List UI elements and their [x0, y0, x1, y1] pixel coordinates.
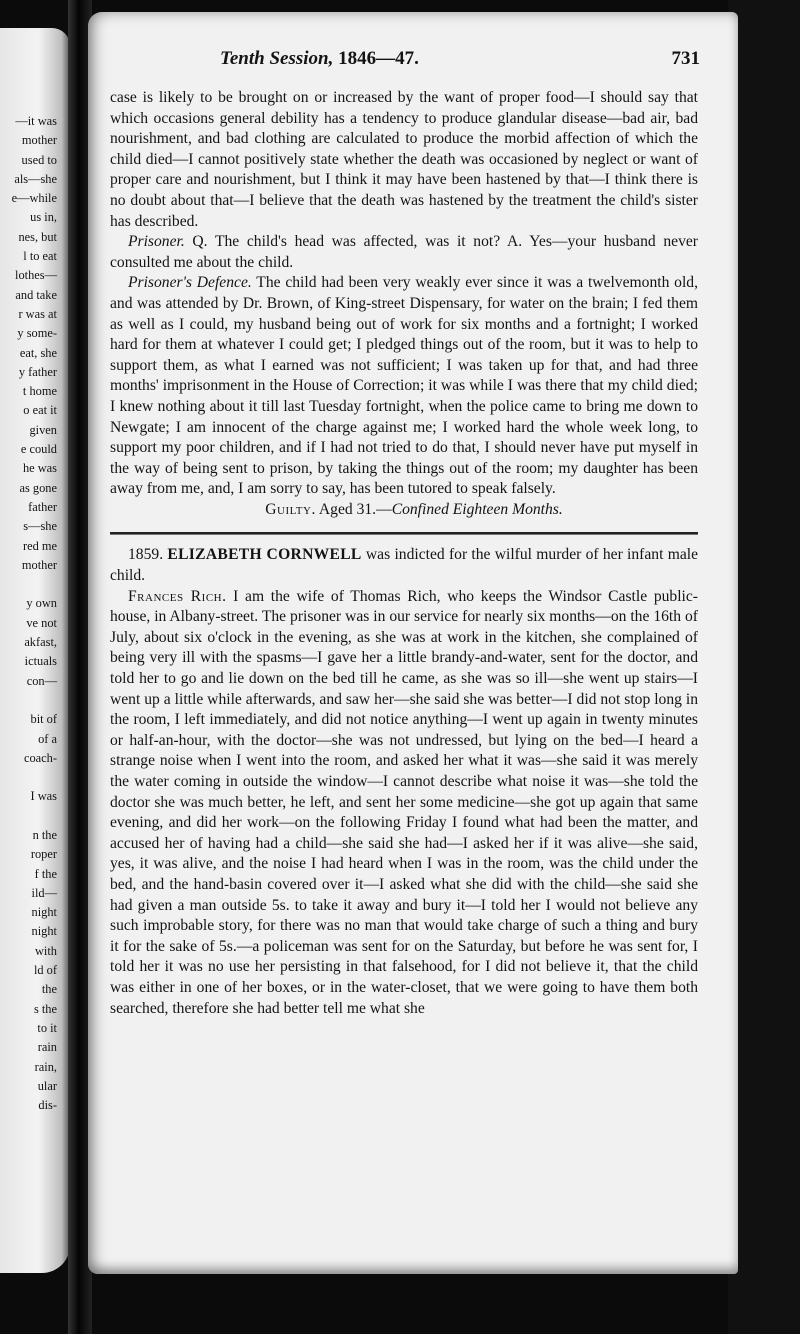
facing-page-line: y own: [26, 596, 57, 611]
facing-page-line: coach-: [23, 750, 57, 765]
facing-page-line: night: [31, 924, 57, 939]
defendant-name: ELIZABETH CORNWELL: [167, 546, 362, 564]
facing-page-line: ld of: [33, 963, 57, 978]
facing-page-line: r was at: [18, 306, 57, 321]
verdict-age: Aged 31.—: [315, 500, 392, 518]
facing-page-line: y some-: [17, 326, 57, 341]
facing-page-line: red me: [22, 538, 57, 553]
case-divider: [110, 532, 698, 535]
defence-text: The child had been very weakly ever since it was a twelvemonth old, and was attended by Dr. Brown, of King-street Dispensary, for water on the brain; I fed them as well as I could, my husband being out of work for six months and a fortnight; I worked hard for them at whatever I could get; I pledged things out of the room, but it was to help to support them, as what I earned was not sufficient; I was taken up for that, and had three months' imprisonment in the House of Correction; it was while I was there that my child died; I knew nothing about it till last Tuesday fortnight, when the police came to bring me down to Newgate; I am innocent of the charge against me; I worked hard the whole week long, to support my poor children, and if I had not tried to do that, I should never have put myself in the way of being sent to prison, by taking the things out of the room; my daughter has been away from me, and, I am sorry to say, has been tutored to speak falsely.: [110, 274, 698, 498]
question-text: Q. The child's head was affected, was it not? A. Yes—your husband never consulted me about the child.: [110, 233, 698, 271]
facing-page-line: roper: [30, 847, 57, 862]
facing-page-line: nes, but: [18, 229, 57, 244]
facing-page-line: rain: [37, 1040, 57, 1055]
facing-page-line: s the: [33, 1001, 57, 1016]
facing-page-line: rain,: [34, 1059, 57, 1074]
facing-page: [0, 28, 70, 1273]
facing-page-line: mother: [21, 557, 57, 572]
speaker-label: Prisoner.: [128, 233, 185, 251]
facing-page-line: us in,: [30, 210, 57, 225]
case-number: 1859.: [128, 546, 164, 564]
session-year: 1846—47.: [338, 48, 419, 69]
facing-page-line: ular: [37, 1078, 57, 1093]
facing-page-line: [12, 807, 57, 826]
facing-page-line: e—while: [11, 191, 57, 206]
page-number: 731: [671, 48, 700, 69]
medical-testimony-paragraph: case is likely to be brought on or increased by the want of proper food—I should say that which occasions general debility has a tendency to produce glandular disease—bad air, bad nourishment, and bad clothing are calculated to produce the morbid affection of which the child died—I cannot positively state whether the death was occasioned by neglect or want of proper care and nourishment, but I think it may have been hastened by that—I think there is no doubt about that—I believe that the death was hastened by the treatment the child's sister has described.: [110, 89, 698, 230]
case-heading: [110, 545, 698, 586]
facing-page-line: night: [31, 905, 57, 920]
facing-page-line: [12, 575, 57, 594]
facing-page-line: with: [34, 943, 57, 958]
facing-page-line: n the: [32, 827, 57, 842]
facing-page-line: t home: [22, 384, 57, 399]
facing-page-line: of a: [38, 731, 57, 746]
facing-page-line: ild—: [31, 885, 57, 900]
witness-testimony-paragraph: [110, 587, 698, 1019]
facing-page-line: bit of: [30, 712, 57, 727]
facing-page-line: father: [28, 499, 57, 514]
witness-text: I am the wife of Thomas Rich, who keeps the Windsor Castle public-house, in Albany-street. The prisoner was in our service for nearly six months—on the 16th of July, about six o'clock in the evening, as she was at work in the kitchen, she complained of being very ill with the spasms—I gave her a little brandy-and-water, sent for the doctor, and told her to go and lie down on the bed till he came, as she was so ill—she went up stairs—I went up a little while afterwards, and saw her—she said she was better—I did not stop long in the room, I left immediately, and did not notice anything—I went up again in twenty minutes or half-an-hour, with the doctor—she was not undressed, but lying on the bed—I heard a strange noise when I went into the room, and asked her what it was—she said it was merely the water coming in outside the window—I cannot describe what noise it was—she told the doctor she was much better, he left, and sent her some medicine—she got up again that same evening, and did her work—on the following Friday I found what had been the matter, and accused her of having had a child—she said she had—I asked her if it was alive—she said, yes, it was alive, and the noise I had heard when I was in the room, was the child under the bed, and the hand-basin covered over it—I asked what she did with the child—she said she had given a man outside 5s. to take it away and bury it—I told her I would not believe any such improbable story, for there was no man that would take charge of such a thing and bury it for the sake of 5s.—a policeman was sent for on the Saturday, but before he was sent for, I told her it was no use her persisting in that falsehood, for I did not believe it, that the child was either in one of her boxes, or in the water-closet, that we were going to have them both searched, therefore she had better tell me what she: [110, 587, 698, 1017]
facing-page-line: the: [41, 982, 57, 997]
speaker-label: Prisoner's Defence.: [128, 274, 252, 292]
facing-page-line: he was: [22, 461, 57, 476]
facing-page-line: ve not: [26, 615, 57, 630]
facing-page-line: f the: [34, 866, 57, 881]
verdict-sentence: Confined Eighteen Months.: [391, 500, 563, 518]
running-header: [220, 48, 700, 70]
facing-page-text: [12, 112, 57, 1115]
page-body: [110, 88, 698, 1019]
facing-page-line: [12, 691, 57, 710]
facing-page-line: l to eat: [23, 249, 57, 264]
facing-page-line: as gone: [19, 480, 57, 495]
prisoner-question-paragraph: [110, 232, 698, 273]
facing-page-line: —it was: [15, 114, 57, 128]
witness-name: Frances Rich.: [128, 587, 227, 605]
facing-page-line: eat, she: [19, 345, 57, 360]
facing-page-line: als—she: [14, 171, 57, 186]
facing-page-line: mother: [21, 133, 57, 148]
facing-page-line: used to: [21, 152, 57, 167]
facing-page-line: ictuals: [24, 654, 57, 669]
facing-page-line: given: [29, 422, 57, 437]
facing-page-line: [12, 768, 57, 787]
verdict-line: [110, 500, 698, 521]
facing-page-line: to it: [37, 1020, 57, 1035]
facing-page-line: y father: [18, 364, 57, 379]
verdict-label: Guilty.: [265, 500, 316, 518]
facing-page-line: s—she: [23, 519, 57, 534]
facing-page-line: akfast,: [24, 635, 57, 650]
session-title: [220, 48, 419, 70]
page-edge-shadow: [728, 0, 800, 1334]
prisoner-defence-paragraph: [110, 273, 698, 500]
facing-page-line: con—: [26, 673, 57, 688]
facing-page-line: dis-: [38, 1098, 57, 1113]
case-charge: was indicted for the wilful murder of her infant male child.: [110, 546, 698, 585]
facing-page-line: e could: [20, 442, 57, 457]
session-name: Tenth Session,: [220, 48, 334, 69]
facing-page-line: I was: [30, 789, 57, 804]
facing-page-line: lothes—: [15, 268, 57, 283]
facing-page-line: and take: [15, 287, 57, 302]
facing-page-line: o eat it: [23, 403, 57, 418]
